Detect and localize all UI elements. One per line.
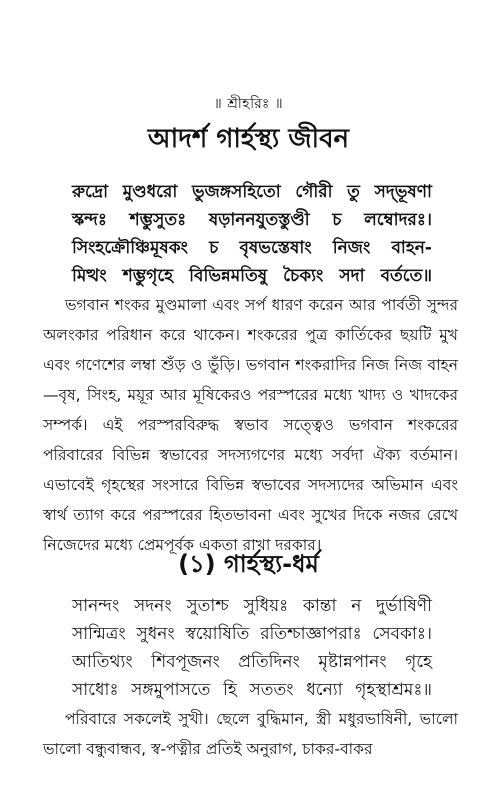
invocation-text: ॥ শ্রীহরিঃ ॥ [213,96,284,112]
page-title: আদর্শ গার্হস্থ্য জীবন [147,124,350,154]
verse-line: মিত্থং শম্ভুগৃহে বিভিন্নমতিষু চৈক্যং সদা বর্ততে॥ [72,266,432,286]
paragraph-1: ভগবান শংকর মুণ্ডমালা এবং সর্প ধারণ করেন আর পার্বতী সুন্দর অলংকার পরিধান করে থাকেন। শংকরের পুত্র কার্তিকের ছয়টি মুখ এবং গণেশের লম্বা শুঁড় ও ভুঁড়ি। ভগবান শংকরাদির নিজ নিজ বাহন—বৃষ, সিংহ, ময়ূর আর মূষিকেরও পরস্পরের মধ্যে খাদ্য ও খাদকের সম্পর্ক। এই পরস্পরবিরুদ্ধ স্বভাব সত্ত্বেও ভগবান শংকরের পরিবারের বিভিন্ন স্বভাবের সদস্যগণের মধ্যে সর্বদা ঐক্য বর্তমান। এভাবেই গৃহস্থের সংসারে বিভিন্ন স্বভাবের সদস্যদের অভিমান এবং স্বার্থ ত্যাগ করে পরস্পরের হিতভাবনা এবং সুখের দিকে নজর রেখে নিজেদের মধ্যে প্রেমপূর্বক একতা রাখা দরকার। [43,296,458,554]
sanskrit-verse-1 [72,178,432,290]
verse-line: সাধোঃ সঙ্গমুপাসতে হি সততং ধন্যো গৃহস্থাশ্রমঃ॥ [72,680,432,700]
paragraph-2: পরিবারে সকলেই সুখী। ছেলে বুদ্ধিমান, স্ত্রী মধুরভাষিনী, ভালো ভালো বন্ধুবান্ধব, স্ব-পত্নীর প্রতিই অনুরাগ, চাকর-বাকর [43,710,458,758]
verse-line: রুদ্রো মুণ্ডধরো ভুজঙ্গসহিতো গৌরী তু সদ্‌ভূষণা [72,182,432,202]
verse-line: স্কন্দঃ শম্ভুসুতঃ ষড়াননযুতস্তুণ্ডী চ লম্বোদরঃ। [72,210,432,230]
verse-line: আতিথ্যং শিবপূজনং প্রতিদিনং মৃষ্টান্নপানং গৃহে [72,652,432,672]
verse-line: সিংহক্রৌঞ্চিমূষকং চ বৃষভস্তেষাং নিজং বাহন- [72,238,432,258]
verse-line: সান্মিত্রং সুধনং স্বয়োষিতি রতিশ্চাজ্ঞাপরাঃ সেবকাঃ। [72,624,432,644]
section-heading: (১) গার্হস্থ্য-ধর্ম [178,550,319,578]
sanskrit-verse-2 [72,592,432,704]
verse-line: সানন্দং সদনং সুতাশ্চ সুধিয়ঃ কান্তা ন দুর্ভাষিণী [72,596,432,616]
